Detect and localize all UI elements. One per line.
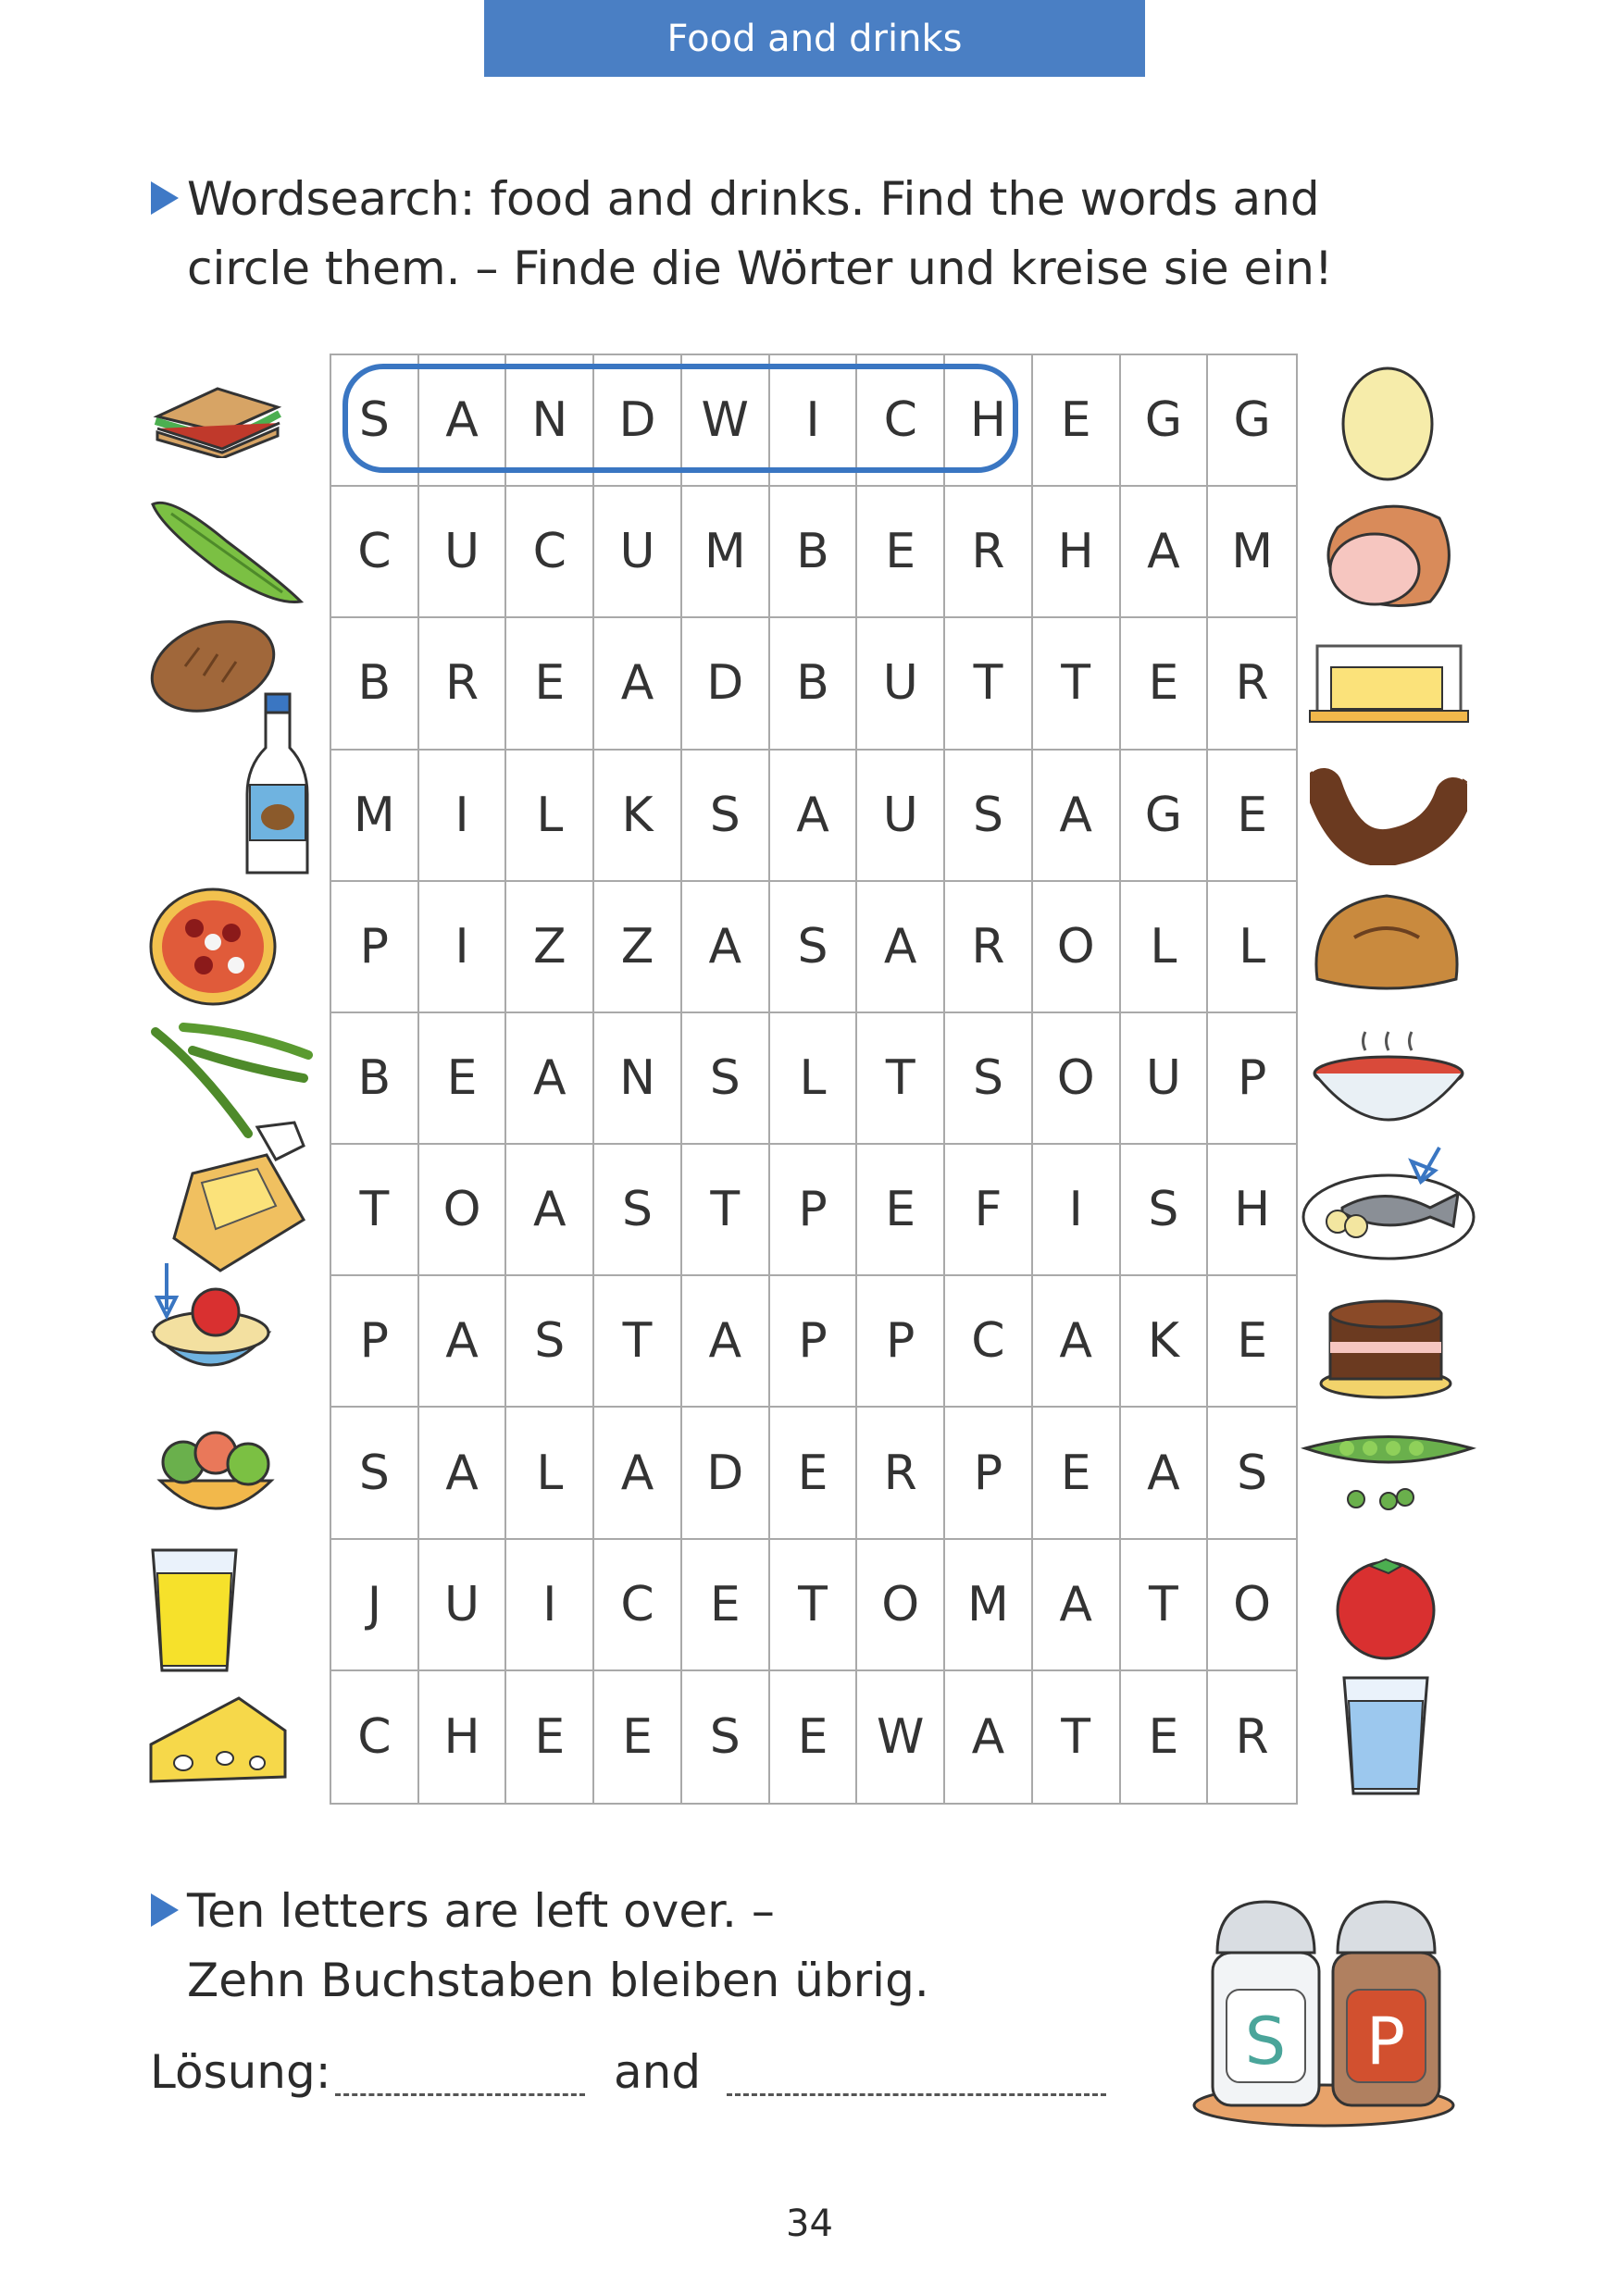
soup-bowl-icon	[1310, 1027, 1467, 1134]
grid-cell[interactable]: G	[1208, 355, 1296, 487]
solution-blank-1[interactable]	[335, 2093, 585, 2096]
roll-icon	[1308, 887, 1465, 1002]
grid-cell[interactable]: S	[331, 1408, 419, 1539]
grid-cell[interactable]: L	[506, 1408, 594, 1539]
instruction-line-1: Ten letters are left over. –	[187, 1884, 775, 1938]
grid-cell[interactable]: L	[506, 751, 594, 882]
grid-cell[interactable]: L	[1121, 882, 1209, 1013]
grid-cell[interactable]: P	[770, 1145, 858, 1276]
grid-cell[interactable]: A	[682, 1276, 770, 1408]
grid-cell[interactable]: W	[682, 355, 770, 487]
grid-cell[interactable]: C	[594, 1540, 682, 1671]
grid-cell[interactable]: C	[331, 1671, 419, 1803]
grid-cell[interactable]: E	[1033, 355, 1121, 487]
grid-cell[interactable]: T	[331, 1145, 419, 1276]
instruction-line-2: circle them. – Finde die Wörter und kreise sie ein!	[187, 242, 1333, 295]
grid-cell[interactable]: S	[682, 1671, 770, 1803]
solution-label: Lösung:	[150, 2045, 331, 2099]
instruction-line-1: Wordsearch: food and drinks. Find the words and	[187, 172, 1320, 226]
grid-cell[interactable]: U	[594, 487, 682, 618]
toast-icon	[165, 1118, 313, 1275]
peas-icon	[1301, 1425, 1476, 1518]
grid-cell[interactable]: S	[682, 751, 770, 882]
tomato-icon	[1333, 1545, 1439, 1661]
grid-cell[interactable]: A	[506, 1013, 594, 1145]
grid-cell[interactable]: R	[1208, 618, 1296, 750]
grid-cell[interactable]: E	[506, 618, 594, 750]
grid-cell[interactable]: R	[419, 618, 507, 750]
grid-cell[interactable]: C	[857, 355, 945, 487]
grid-cell[interactable]: E	[1121, 618, 1209, 750]
grid-cell[interactable]: L	[770, 1013, 858, 1145]
butter-icon	[1308, 641, 1470, 725]
instruction-wordsearch	[187, 165, 1333, 304]
grid-cell[interactable]: A	[594, 618, 682, 750]
pasta-icon	[146, 1259, 276, 1388]
grid-cell[interactable]: M	[1208, 487, 1296, 618]
sandwich-icon	[148, 375, 287, 458]
grid-cell[interactable]: F	[945, 1145, 1033, 1276]
sausage-icon	[1310, 763, 1467, 865]
grid-cell[interactable]: R	[945, 882, 1033, 1013]
grid-cell[interactable]: S	[682, 1013, 770, 1145]
grid-cell[interactable]: I	[1033, 1145, 1121, 1276]
grid-cell[interactable]: A	[1033, 751, 1121, 882]
grid-cell[interactable]: B	[770, 487, 858, 618]
juice-glass-icon	[148, 1545, 241, 1675]
grid-cell[interactable]: O	[419, 1145, 507, 1276]
grid-cell[interactable]: P	[1208, 1013, 1296, 1145]
grid-cell[interactable]: P	[770, 1276, 858, 1408]
grid-cell[interactable]: M	[682, 487, 770, 618]
grid-cell[interactable]: E	[857, 1145, 945, 1276]
grid-cell[interactable]: C	[945, 1276, 1033, 1408]
grid-cell[interactable]: O	[1208, 1540, 1296, 1671]
salt-letter: S	[1244, 2004, 1287, 2079]
grid-cell[interactable]: A	[594, 1408, 682, 1539]
grid-cell[interactable]: B	[770, 618, 858, 750]
grid-cell[interactable]: A	[1121, 487, 1209, 618]
grid-cell[interactable]: E	[1033, 1408, 1121, 1539]
grid-cell[interactable]: S	[945, 751, 1033, 882]
grid-cell[interactable]: O	[1033, 1013, 1121, 1145]
grid-cell[interactable]: H	[1208, 1145, 1296, 1276]
grid-cell[interactable]: B	[331, 1013, 419, 1145]
grid-cell[interactable]: A	[945, 1671, 1033, 1803]
grid-cell[interactable]: E	[857, 487, 945, 618]
grid-cell[interactable]: C	[331, 487, 419, 618]
grid-cell[interactable]: D	[682, 618, 770, 750]
water-glass-icon	[1339, 1673, 1432, 1798]
grid-cell[interactable]: S	[1121, 1145, 1209, 1276]
grid-cell[interactable]: S	[506, 1276, 594, 1408]
grid-cell[interactable]: A	[857, 882, 945, 1013]
cake-icon	[1316, 1282, 1455, 1402]
milk-bottle-icon	[243, 692, 312, 877]
grid-cell[interactable]: U	[1121, 1013, 1209, 1145]
grid-cell[interactable]: I	[419, 751, 507, 882]
salad-icon	[146, 1416, 285, 1527]
grid-cell[interactable]: T	[857, 1013, 945, 1145]
grid-cell[interactable]: G	[1121, 751, 1209, 882]
grid-cell[interactable]: O	[1033, 882, 1121, 1013]
grid-cell[interactable]: Z	[594, 882, 682, 1013]
grid-cell[interactable]: H	[945, 355, 1033, 487]
grid-cell[interactable]: L	[1208, 882, 1296, 1013]
grid-cell[interactable]: T	[1121, 1540, 1209, 1671]
grid-cell[interactable]: E	[594, 1671, 682, 1803]
grid-cell[interactable]: R	[1235, 1708, 1269, 1765]
grid-cell[interactable]: I	[419, 882, 507, 1013]
grid-cell[interactable]: U	[857, 618, 945, 750]
grid-cell[interactable]: M	[945, 1540, 1033, 1671]
grid-cell[interactable]: E	[682, 1540, 770, 1671]
grid-cell[interactable]: U	[419, 487, 507, 618]
grid-cell[interactable]: S	[770, 882, 858, 1013]
grid-cell[interactable]: P	[331, 882, 419, 1013]
solution-blank-2[interactable]	[727, 2093, 1106, 2096]
grid-cell[interactable]: A	[682, 882, 770, 1013]
grid-cell[interactable]: S	[1208, 1408, 1296, 1539]
grid-cell[interactable]: A	[770, 751, 858, 882]
grid-cell[interactable]: A	[1033, 1276, 1121, 1408]
instruction-line-2: Zehn Buchstaben bleiben übrig.	[187, 1954, 929, 2007]
grid-cell[interactable]: A	[419, 1276, 507, 1408]
grid-cell[interactable]: A	[506, 1145, 594, 1276]
wordsearch-grid	[330, 354, 1298, 1805]
salt-pepper-icon	[1189, 1888, 1458, 2128]
grid-cell[interactable]: T	[682, 1145, 770, 1276]
grid-cell[interactable]: W	[857, 1671, 945, 1803]
grid-cell[interactable]: I	[506, 1540, 594, 1671]
bullet-triangle-icon	[151, 1893, 179, 1927]
grid-cell[interactable]: T	[1033, 1671, 1121, 1803]
grid-cell[interactable]: R	[857, 1408, 945, 1539]
instruction-leftover	[187, 1877, 929, 2016]
grid-cell[interactable]: A	[1033, 1540, 1121, 1671]
ham-icon	[1319, 490, 1458, 615]
page-number: 34	[786, 2203, 833, 2245]
grid-cell[interactable]: O	[857, 1540, 945, 1671]
grid-cell[interactable]: E	[770, 1671, 858, 1803]
pizza-icon	[148, 887, 278, 1007]
grid-cell[interactable]: E	[419, 1013, 507, 1145]
grid-cell[interactable]: N	[506, 355, 594, 487]
grid-cell[interactable]: D	[594, 355, 682, 487]
grid-cell[interactable]: N	[594, 1013, 682, 1145]
grid-cell[interactable]: S	[945, 1013, 1033, 1145]
grid-cell[interactable]: J	[331, 1540, 419, 1671]
grid-cell[interactable]: S	[594, 1145, 682, 1276]
cheese-icon	[146, 1689, 290, 1786]
pepper-letter: P	[1365, 2004, 1406, 2079]
grid-cell[interactable]: T	[945, 618, 1033, 750]
grid-cell[interactable]: U	[857, 751, 945, 882]
grid-cell[interactable]: E	[770, 1408, 858, 1539]
grid-cell[interactable]: A	[1121, 1408, 1209, 1539]
page-title: Food and drinks	[484, 0, 1145, 77]
grid-cell[interactable]: T	[594, 1276, 682, 1408]
grid-cell[interactable]: H	[1033, 487, 1121, 618]
grid-cell[interactable]: M	[331, 751, 419, 882]
grid-cell[interactable]: P	[331, 1276, 419, 1408]
grid-cell[interactable]: D	[682, 1408, 770, 1539]
grid-cell[interactable]: I	[770, 355, 858, 487]
grid-cell[interactable]: P	[857, 1276, 945, 1408]
grid-cell[interactable]: E	[1208, 1276, 1296, 1408]
grid-cell[interactable]: K	[594, 751, 682, 882]
grid-cell[interactable]: E	[1208, 751, 1296, 882]
grid-cell[interactable]: C	[506, 487, 594, 618]
grid-cell[interactable]: P	[945, 1408, 1033, 1539]
grid-cell[interactable]: Z	[506, 882, 594, 1013]
grid-cell[interactable]: R	[945, 487, 1033, 618]
fish-plate-icon	[1301, 1143, 1476, 1263]
grid-cell[interactable]: A	[419, 1408, 507, 1539]
grid-cell[interactable]: S	[331, 355, 419, 487]
grid-cell[interactable]: E	[506, 1671, 594, 1803]
solution-and: and	[614, 2045, 702, 2099]
egg-icon	[1339, 361, 1437, 481]
bullet-triangle-icon	[151, 181, 179, 215]
grid-cell[interactable]: G	[1121, 355, 1209, 487]
grid-cell[interactable]: U	[419, 1540, 507, 1671]
grid-cell[interactable]: K	[1121, 1276, 1209, 1408]
grid-cell[interactable]: E	[1121, 1671, 1209, 1803]
sandwich-circle	[342, 364, 1018, 473]
grid-cell[interactable]: T	[1033, 618, 1121, 750]
grid-cell[interactable]: A	[419, 355, 507, 487]
grid-cell[interactable]: H	[419, 1671, 507, 1803]
cucumber-icon	[143, 490, 310, 611]
grid-cell[interactable]: B	[331, 618, 419, 750]
grid-cell[interactable]: T	[770, 1540, 858, 1671]
